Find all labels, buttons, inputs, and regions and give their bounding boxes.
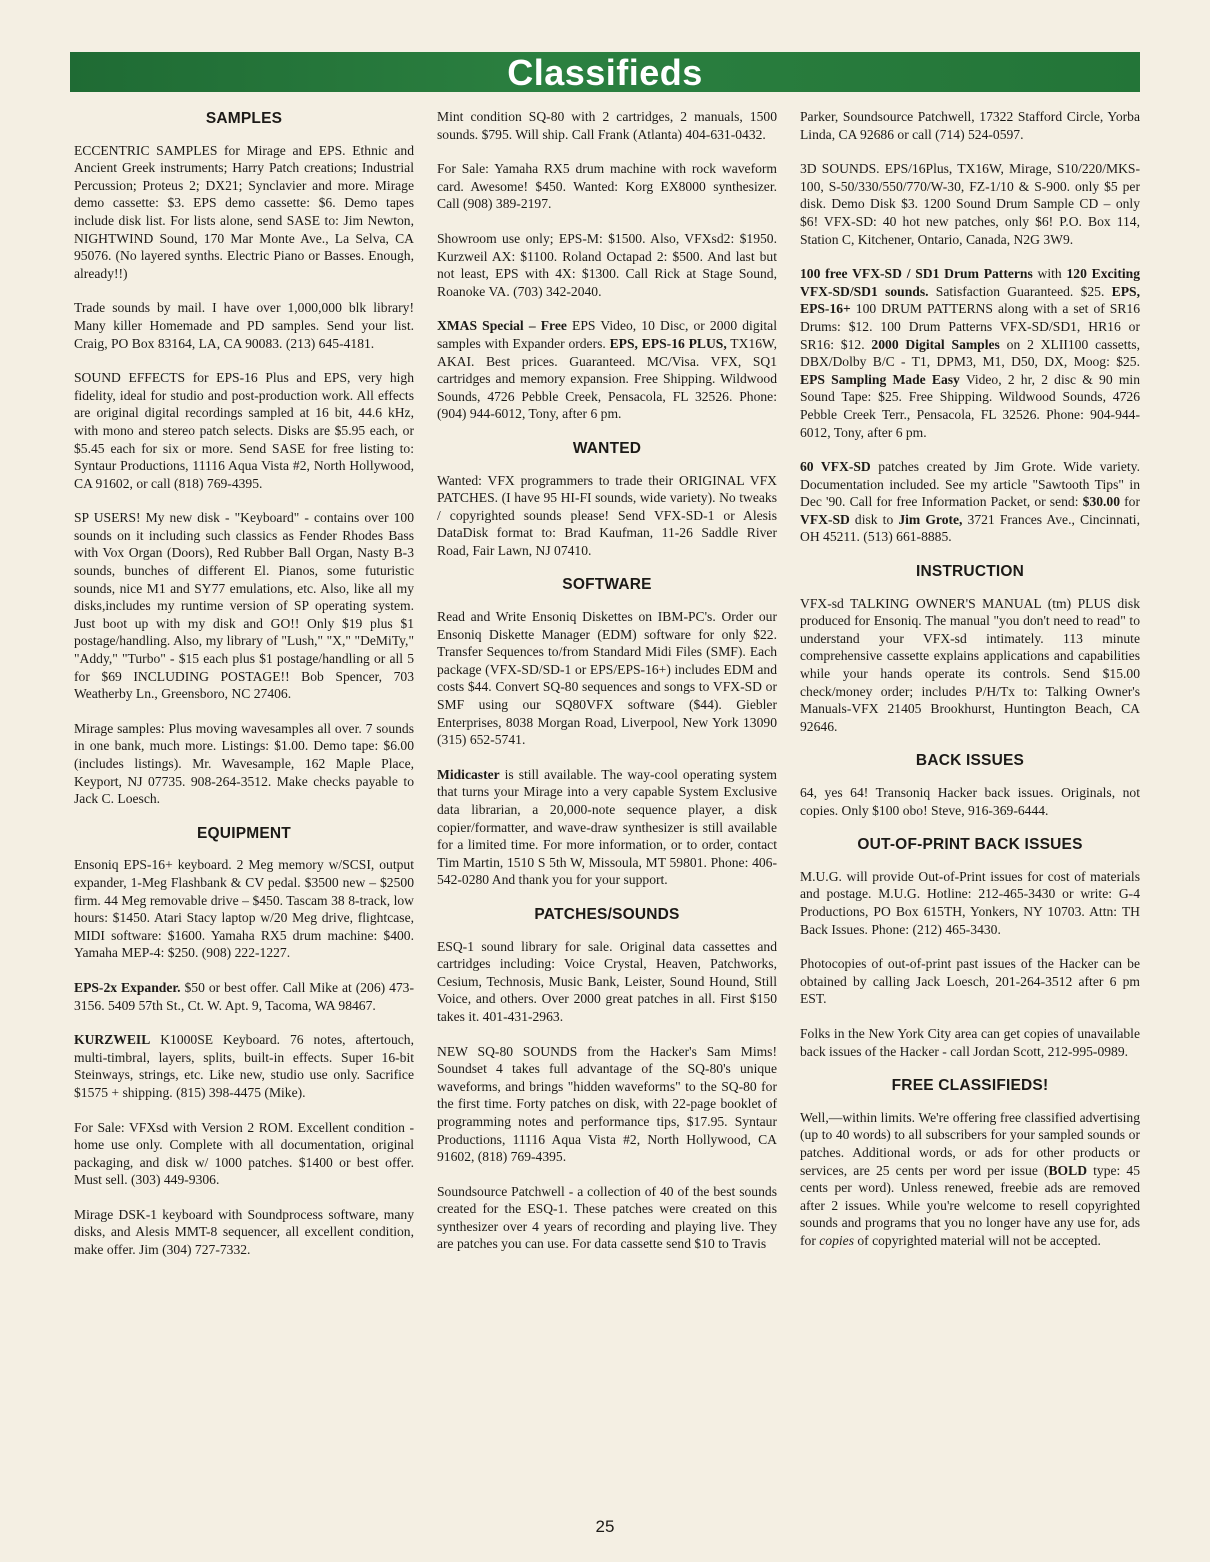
classified-ad: Midicaster is still available. The way-cool operating system that turns your Mirage into a very capable System Exclusive data librarian, a 20,000-note sequence player, a disk copier/formatter, and wave-draw synthesizer is still available for a limited time. For more information, or to order, contact Tim Martin, 1510 S 5th W, Missoula, MT 59801. Phone: 406-542-0280 And thank you for your support.: [437, 766, 777, 888]
classified-ad: For Sale: Yamaha RX5 drum machine with rock waveform card. Awesome! $450. Wanted: Korg EX8000 synthesizer. Call (908) 389-2197.: [437, 161, 777, 212]
classified-ad: VFX-sd TALKING OWNER'S MANUAL (tm) PLUS disk produced for Ensoniq. The manual "you don't need to read" to understand your VFX-sd intimately. 113 minute comprehensive cassette explains applications and capabilities while your hands operate its controls. Send $15.00 check/money order; includes P/H/Tx to: Talking Owner's Manuals-VFX 21405 Brookhurst, Huntington Beach, CA 92646.: [800, 595, 1140, 734]
section-heading: SOFTWARE: [562, 576, 652, 594]
classified-ad: 100 free VFX-SD / SD1 Drum Patterns with 120 Exciting VFX-SD/SD1 sounds. Satisfaction Guaranteed. $25. EPS, EPS-16+ 100 DRUM PATTERNS along with a set of SR16 Drums: $12. 100 Drum Patterns VFX-SD/SD1, HR16 or SR16: $12. 2000 Digital Samples on 2 XLII100 cassetts, DBX/Dolby B/C - T1, DPM3, M1, D50, DX, Moog: $25. EPS Sampling Made Easy Video, 2 hr, 2 disc & 90 min Sound Tape: $25. Free Shipping. Wildwood Sounds, 4726 Pebble Creek Terr., Pensacola, FL 32526. Phone: 904-944-6012, Tony, after 6 pm.: [800, 266, 1140, 440]
classified-ad: ESQ-1 sound library for sale. Original data cassettes and cartridges including: Voice Crystal, Heaven, Patchworks, Cesium, Technosis, Music Bank, Leister, Sound Hound, Still Voice, and others. Over 2000 great patches in all. First $150 takes it. 401-431-2963.: [437, 938, 777, 1024]
classified-ad: Parker, Soundsource Patchwell, 17322 Stafford Circle, Yorba Linda, CA 92686 or call (714) 524-0597.: [800, 109, 1140, 142]
classified-ad: SP USERS! My new disk - "Keyboard" - contains over 100 sounds on it including such classics as Fender Rhodes Bass with Vox Organ (Doors), Red Rubber Ball Organ, Nasty B-3 sounds, bunches of different El. Pianos, some futuristic sounds, nice M1 and SY77 emulations, etc. Also, like all my disks,includes my runtime version of SP operating system. Just boot up with my disk and GO!! Only $19 plus $1 postage/handling. Also, my library of "Lush," "X," "DeMiTy," "Addy," "Turbo" - $15 each plus $1 postage/handling or all 5 for $69 INCLUDING POSTAGE!! Bob Spencer, 703 Weatherby Ln., Greensboro, NC 27406.: [74, 510, 414, 702]
column-right: [800, 108, 1140, 1266]
classified-ad: EPS-2x Expander. $50 or best offer. Call Mike at (206) 473-3156. 5409 57th St., Ct. W. Apt. 9, Tacoma, WA 98467.: [74, 979, 415, 1013]
classified-ad: Mint condition SQ-80 with 2 cartridges, 2 manuals, 1500 sounds. $795. Will ship. Call Frank (Atlanta) 404-631-0432.: [437, 109, 777, 142]
classified-ad: Mirage DSK-1 keyboard with Soundprocess software, many disks, and Alesis MMT-8 sequencer, all excellent condition, make offer. Jim (304) 727-7332.: [74, 1206, 414, 1258]
section-heading: EQUIPMENT: [197, 824, 291, 842]
column-middle: [437, 108, 777, 1270]
classified-ad: Folks in the New York City area can get copies of unavailable back issues of the Hacker - call Jordan Scott, 212-995-0989.: [800, 1025, 1140, 1059]
classified-ad: Ensoniq EPS-16+ keyboard. 2 Meg memory w/SCSI, output expander, 1-Meg Flashbank & CV pedal. $3500 new – $2500 firm. 44 Meg removable drive – $450. Tascam 38 8-track, low hours: $1450. Atari Stacy laptop w/20 Meg drive, flightcase, MIDI software: $1600. Yamaha RX5 drum machine: $400. Yamaha MEP-4: $250. (908) 222-1227.: [74, 857, 414, 961]
classified-ad: Read and Write Ensoniq Diskettes on IBM-PC's. Order our Ensoniq Diskette Manager (EDM) software for only $22. Transfer Sequences to/from Standard Midi Files (SMF). Each package (VFX-SD/SD-1 or EPS/EPS-16+) includes EDM and costs $44. Convert SQ-80 sequences and songs to VFX-SD or SMF using our SQ80VFX software ($44). Giebler Enterprises, 8038 Morgan Road, Liverpool, New York 13090 (315) 652-5741.: [437, 609, 777, 748]
section-heading: INSTRUCTION: [915, 563, 1025, 581]
page-title: Classifieds: [507, 52, 703, 93]
classified-ad: ECCENTRIC SAMPLES for Mirage and EPS. Ethnic and Ancient Greek instruments; Harry Patch creations; Industrial Percussion; Proteus 2; DX21; Synclavier and more. Mirage demo cassette: $3. EPS demo cassette: $6. Demo tapes include disk list. For lists alone, send SASE to: Jim Newton, NIGHTWIND Sound, 170 Mar Monte Ave., La Selva, CA 95076. (No layered synths. Electric Piano or Basses. Enough, already!!): [74, 142, 414, 281]
classified-ad: Soundsource Patchwell - a collection of 40 of the best sounds created for the ESQ-1. These patches were created on this synthesizer over 4 years of recording and playing live. They are patches you can use. For data cassette send $10 to Travis: [437, 1183, 777, 1252]
classified-ad: M.U.G. will provide Out-of-Print issues for cost of materials and postage. M.U.G. Hotline: 212-465-3430 or write: G-4 Productions, PO Box 615TH, Yonkers, NY 10703. Attn: TH Back Issues. Phone: (212) 465-3430.: [800, 868, 1140, 937]
classified-ad: XMAS Special – Free EPS Video, 10 Disc, or 2000 digital samples with Expander orders. EPS, EPS-16 PLUS, TX16W, AKAI. Best prices. Guaranteed. MC/Visa. VFX, SQ1 cartridges and memory expansion. Free Shipping. Wildwood Sounds, 4726 Pebble Creek, Pensacola, FL 32526. Phone: (904) 944-6012, Tony, after 6 pm.: [437, 318, 777, 422]
classifieds-banner: [70, 52, 1140, 92]
section-heading: FREE CLASSIFIEDS!: [891, 1077, 1049, 1095]
page-number: 25: [595, 1517, 615, 1536]
classified-ad: KURZWEIL K1000SE Keyboard. 76 notes, aftertouch, multi-timbral, layers, splits, built-in effects. Super 16-bit Steinways, strings, etc. Like new, studio use only. Sacrifice $1575 + shipping. (815) 398-4475 (Mike).: [74, 1032, 414, 1100]
classified-ad: Mirage samples: Plus moving wavesamples all over. 7 sounds in one bank, much more. Listings: $1.00. Demo tape: $6.00 (includes listings). Mr. Wavesample, 162 Maple Place, Keyport, NJ 07735. 908-264-3512. Make checks payable to Jack C. Loesch.: [74, 720, 414, 807]
classified-ad: Showroom use only; EPS-M: $1500. Also, VFXsd2: $1950. Kurzweil AX: $1100. Roland Octapad 2: $500. And last but not least, EPS with 4X: $1300. Call Rick at Stage Sound, Roanoke VA. (703) 342-2040.: [437, 230, 777, 299]
classified-ad: 3D SOUNDS. EPS/16Plus, TX16W, Mirage, S10/220/MKS-100, S-50/330/550/770/W-30, FZ-1/10 & S-900. only $5 per disk. Demo Disk $3. 1200 Sound Drum Sample CD – only $6! VFX-SD: 40 hot new patches, only $6! P.O. Box 114, Station C, Kitchener, Ontario, Canada, N2G 3W9.: [800, 161, 1140, 247]
section-heading: BACK ISSUES: [915, 752, 1025, 770]
section-heading: WANTED: [572, 439, 642, 457]
classified-ad: 64, yes 64! Transoniq Hacker back issues. Originals, not copies. Only $100 obo! Steve, 916-369-6444.: [800, 785, 1140, 818]
section-heading: PATCHES/SOUNDS: [534, 905, 680, 923]
section-heading: SAMPLES: [205, 110, 283, 127]
classified-ad: Photocopies of out-of-print past issues of the Hacker can be obtained by calling Jack Loesch, 201-264-3512 after 6 pm EST.: [800, 956, 1140, 1007]
section-heading: OUT-OF-PRINT BACK ISSUES: [857, 836, 1083, 854]
column-left: [74, 108, 414, 1276]
classified-ad: 60 VFX-SD patches created by Jim Grote. Wide variety. Documentation included. See my article "Sawtooth Tips" in Dec '90. Call for free Information Packet, or send: $30.00 for VFX-SD disk to Jim Grote, 3721 Frances Ave., Cincinnati, OH 45211. (513) 661-8885.: [800, 459, 1141, 545]
classified-ad: For Sale: VFXsd with Version 2 ROM. Excellent condition - home use only. Complete with all documentation, original packaging, and disk w/ 1000 patches. $1400 or best offer. Must sell. (303) 449-9306.: [74, 1119, 414, 1188]
classified-ad: Wanted: VFX programmers to trade their ORIGINAL VFX PATCHES. (I have 95 HI-FI sounds, wide variety). No tweaks / copyrighted sounds please! Send VFX-SD-1 or Alesis DataDisk format to: Brad Kaufman, 11-26 Saddle River Road, Fair Lawn, NJ 07410.: [437, 472, 777, 558]
classified-ad: NEW SQ-80 SOUNDS from the Hacker's Sam Mims! Soundset 4 takes full advantage of the SQ-80's unique waveforms, and brings "hidden waveforms" to the SQ-80 for the first time. Forty patches on disk, with 22-page booklet of programming notes and performance tips, $17.95. Syntaur Productions, 11116 Aqua Vista #2, North Hollywood, CA 91602, (818) 769-4395.: [437, 1043, 777, 1165]
classified-ad: SOUND EFFECTS for EPS-16 Plus and EPS, very high fidelity, ideal for studio and post-production work. All effects are original digital recordings sampled at 16 bit, 44.6 kHz, with mono and stereo patch selects. Disks are $5.95 each, or $5.45 each for six or more. Send SASE for free listing to: Syntaur Productions, 11116 Aqua Vista #2, North Hollywood, CA 91602, or call (818) 769-4395.: [74, 370, 414, 491]
classified-ad: Trade sounds by mail. I have over 1,000,000 blk library! Many killer Homemade and PD samples. Send your list. Craig, PO Box 83164, LA, CA 90083. (213) 645-4181.: [74, 300, 414, 351]
classified-ad: Well,—within limits. We're offering free classified advertising (up to 40 words) to all subscribers for your sampled sounds or patches. Additional words, or ads for other products or services, are 25 cents per word per issue (BOLD type: 45 cents per word). Unless renewed, freebie ads are removed after 2 issues. While you're welcome to resell copyrighted sounds and programs that you no longer have any use for, ads for copies of copyrighted material will not be accepted.: [800, 1109, 1140, 1248]
